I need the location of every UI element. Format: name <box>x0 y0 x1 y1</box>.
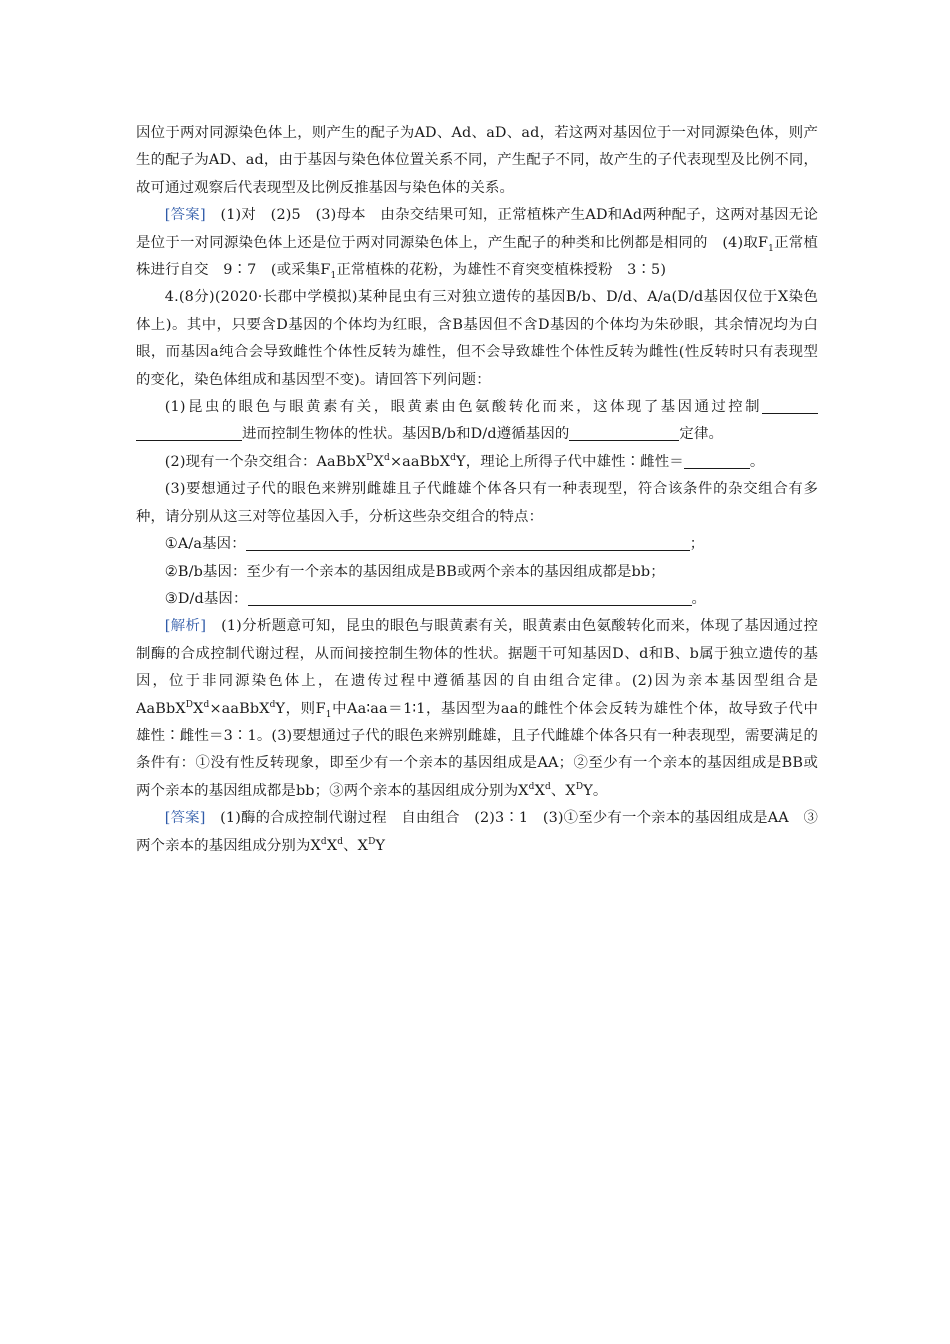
answer-blank[interactable] <box>762 397 818 414</box>
question-4-stem: 4.(8分)(2020·长郡中学模拟)某种昆虫有三对独立遗传的基因B/b、D/d、A/a(D/d基因仅位于X染色体上)。其中，只要含D基因的个体均为红眼，含B基因但不含D基因的个体均为朱砂眼，其余情况均为白眼，而基因a纯合会导致雌性个体性反转为雄性，但不会导致雄性个体性反转为雌性(性反转时只有表现型的变化，染色体组成和基因型不变)。请回答下列问题： <box>136 289 818 388</box>
answer-blank[interactable] <box>569 424 679 441</box>
answer-block-3: [答案] (1)对 (2)5 (3)母本 由杂交结果可知，正常植株产生AD和Ad两种配子，这两对基因无论是位于一对同源染色体上还是位于两对同源染色体上，产生配子的种类和比例都是相同的 (4)取$F_1$正常植株进行自交 9∶7 (或采集$F_1$正常植株的花粉，为雄性不育突变植株授粉 3∶5) <box>136 207 818 281</box>
analysis-tag: [解析] <box>164 618 207 635</box>
question-4-part-3: (3)要想通过子代的眼色来辨别雌雄且子代雌雄个体各只有一种表现型，符合该条件的杂交组合有多种，请分别从这三对等位基因入手，分析这些杂交组合的特点： <box>136 481 818 525</box>
answer-blank[interactable] <box>136 424 242 441</box>
question-4-part-2: (2)现有一个杂交组合：$AaBbX^DX^d\times aaBbX^dY$，理论上所得子代中雄性∶雌性＝ 。 <box>164 453 765 470</box>
answer-blank[interactable] <box>246 534 690 551</box>
answer-blank[interactable] <box>684 452 750 469</box>
explanation-continuation: 因位于两对同源染色体上，则产生的配子为AD、Ad、aD、ad，若这两对基因位于一对同源染色体，则产生的配子为AD、ad，由于基因与染色体位置关系不同，产生配子不同，故产生的子代表现型及比例不同，故可通过观察后代表现型及比例反推基因与染色体的关系。 <box>136 125 818 196</box>
question-4-part-3-item-2: ②B/b基因：至少有一个亲本的基因组成是BB或两个亲本的基因组成都是bb； <box>164 563 665 580</box>
question-4-part-1: (1)昆虫的眼色与眼黄素有关，眼黄素由色氨酸转化而来，这体现了基因通过控制进而控制生物体的性状。基因B/b和D/d遵循基因的 定律。 <box>136 394 818 449</box>
answer-blank[interactable] <box>248 589 692 606</box>
question-4-part-3-item-1: ①A/a基因： ； <box>164 536 705 553</box>
answer-block-4: [答案] (1)酶的合成控制代谢过程 自由组合 (2)3∶1 (3)①至少有一个亲本的基因组成是AA ③两个亲本的基因组成分别为$X^dX^d$、$X^DY$ <box>136 810 818 854</box>
answer-tag: [答案] <box>164 810 206 827</box>
answer-tag: [答案] <box>164 207 206 224</box>
question-4-part-3-item-3: ③D/d基因： 。 <box>164 590 707 607</box>
analysis-block: [解析] (1)分析题意可知，昆虫的眼色与眼黄素有关，眼黄素由色氨酸转化而来，体现了基因通过控制酶的合成控制代谢过程，从而间接控制生物体的性状。据题干可知基因D、d和B、b属于独立遗传的基因，位于非同源染色体上，在遗传过程中遵循基因的自由组合定律。(2)因为亲本基因型组合是$AaBbX^DX^d\times aaBbX^dY$，则$F_1$中Aa∶aa＝1∶1，基因型为aa的雌性个体会反转为雄性个体，故导致子代中雄性∶雌性＝3∶1。(3)要想通过子代的眼色来辨别雌雄，且子代雌雄个体各只有一种表现型，需要满足的条件有：①没有性反转现象，即至少有一个亲本的基因组成是AA；②至少有一个亲本的基因组成是BB或两个亲本的基因组成都是bb；③两个亲本的基因组成分别为$X^dX^d$、$X^DY$。 <box>136 618 818 799</box>
document-page <box>136 120 818 860</box>
